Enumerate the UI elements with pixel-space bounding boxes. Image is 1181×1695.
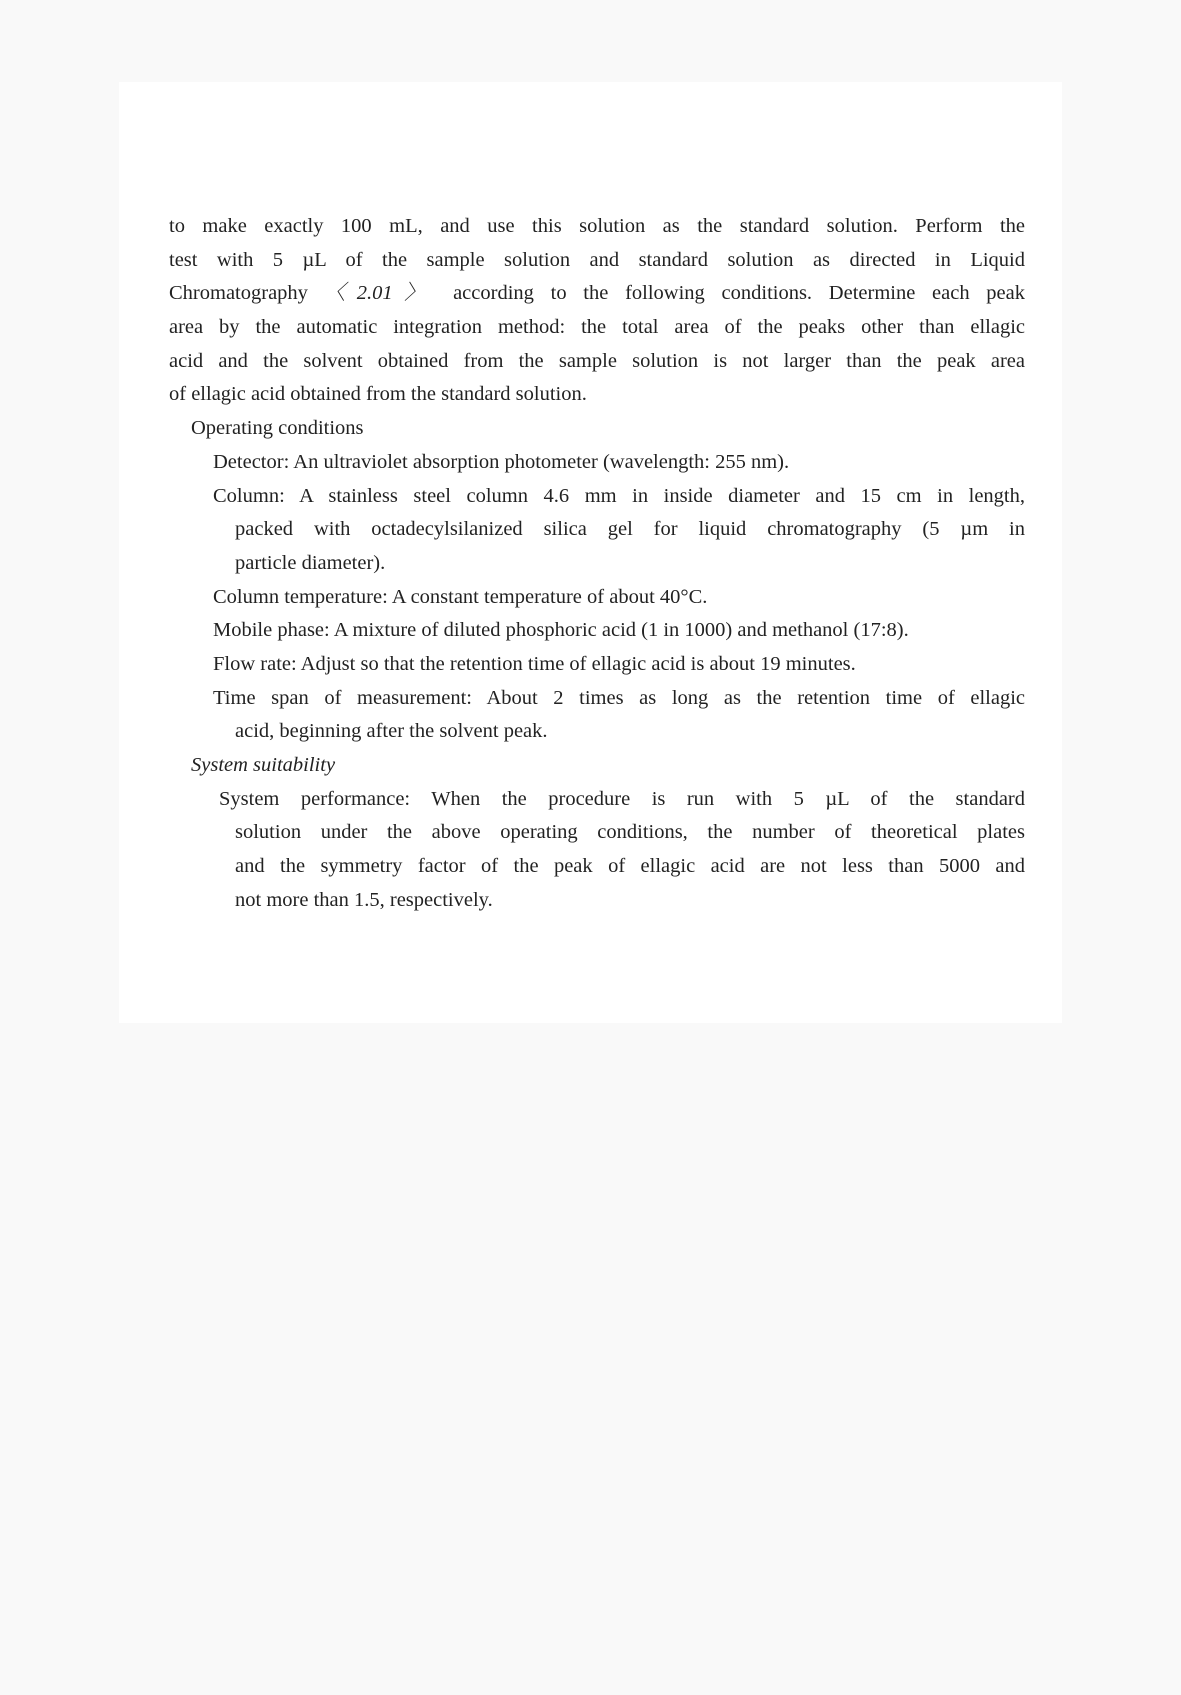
text-line: acid and the solvent obtained from the sample solution is not larger than the peak area xyxy=(169,349,1025,372)
text-line xyxy=(169,277,1025,311)
text-line: to make exactly 100 mL, and use this solution as the standard solution. Perform the xyxy=(169,215,1025,237)
column-line: Column: A stainless steel column 4.6 mm in inside diameter and 15 cm in length, xyxy=(213,484,1025,507)
time-span-line: acid, beginning after the solvent peak. xyxy=(235,720,548,743)
system-performance-line: solution under the above operating conditions, the number of theoretical plates xyxy=(235,821,1025,844)
text-segment: Chromatography xyxy=(169,282,308,305)
system-performance-line: and the symmetry factor of the peak of ellagic acid are not less than 5000 and xyxy=(235,855,1025,878)
system-suitability-title: System suitability xyxy=(191,754,336,776)
system-suitability-heading xyxy=(169,749,1025,783)
detector-line: Detector: An ultraviolet absorption photometer (wavelength: 255 nm). xyxy=(213,450,790,473)
flow-rate-line: Flow rate: Adjust so that the retention time of ellagic acid is about 19 minutes. xyxy=(213,652,856,675)
document-body xyxy=(169,210,1025,917)
mobile-phase-line: Mobile phase: A mixture of diluted phosphoric acid (1 in 1000) and methanol (17:8). xyxy=(213,619,909,642)
system-performance-line: System performance: When the procedure is run with 5 µL of the standard xyxy=(219,787,1025,810)
text-line: area by the automatic integration method: the total area of the peaks other than ellagic xyxy=(169,316,1025,339)
document-page xyxy=(119,82,1062,1023)
general-test-reference: 〈2.01〉 xyxy=(324,282,437,305)
column-temperature-line: Column temperature: A constant temperature of about 40°C. xyxy=(213,585,708,608)
system-performance-line: not more than 1.5, respectively. xyxy=(235,888,493,911)
text-segment: according to the following conditions. Determine each peak xyxy=(453,282,1026,305)
column-line: packed with octadecylsilanized silica gel for liquid chromatography (5 µm in xyxy=(235,518,1025,541)
text-line: test with 5 µL of the sample solution and standard solution as directed in Liquid xyxy=(169,248,1025,271)
operating-conditions-heading: Operating conditions xyxy=(191,417,364,440)
column-line: particle diameter). xyxy=(235,551,386,574)
time-span-line: Time span of measurement: About 2 times as long as the retention time of ellagic xyxy=(213,686,1025,709)
text-line: of ellagic acid obtained from the standard solution. xyxy=(169,383,587,406)
